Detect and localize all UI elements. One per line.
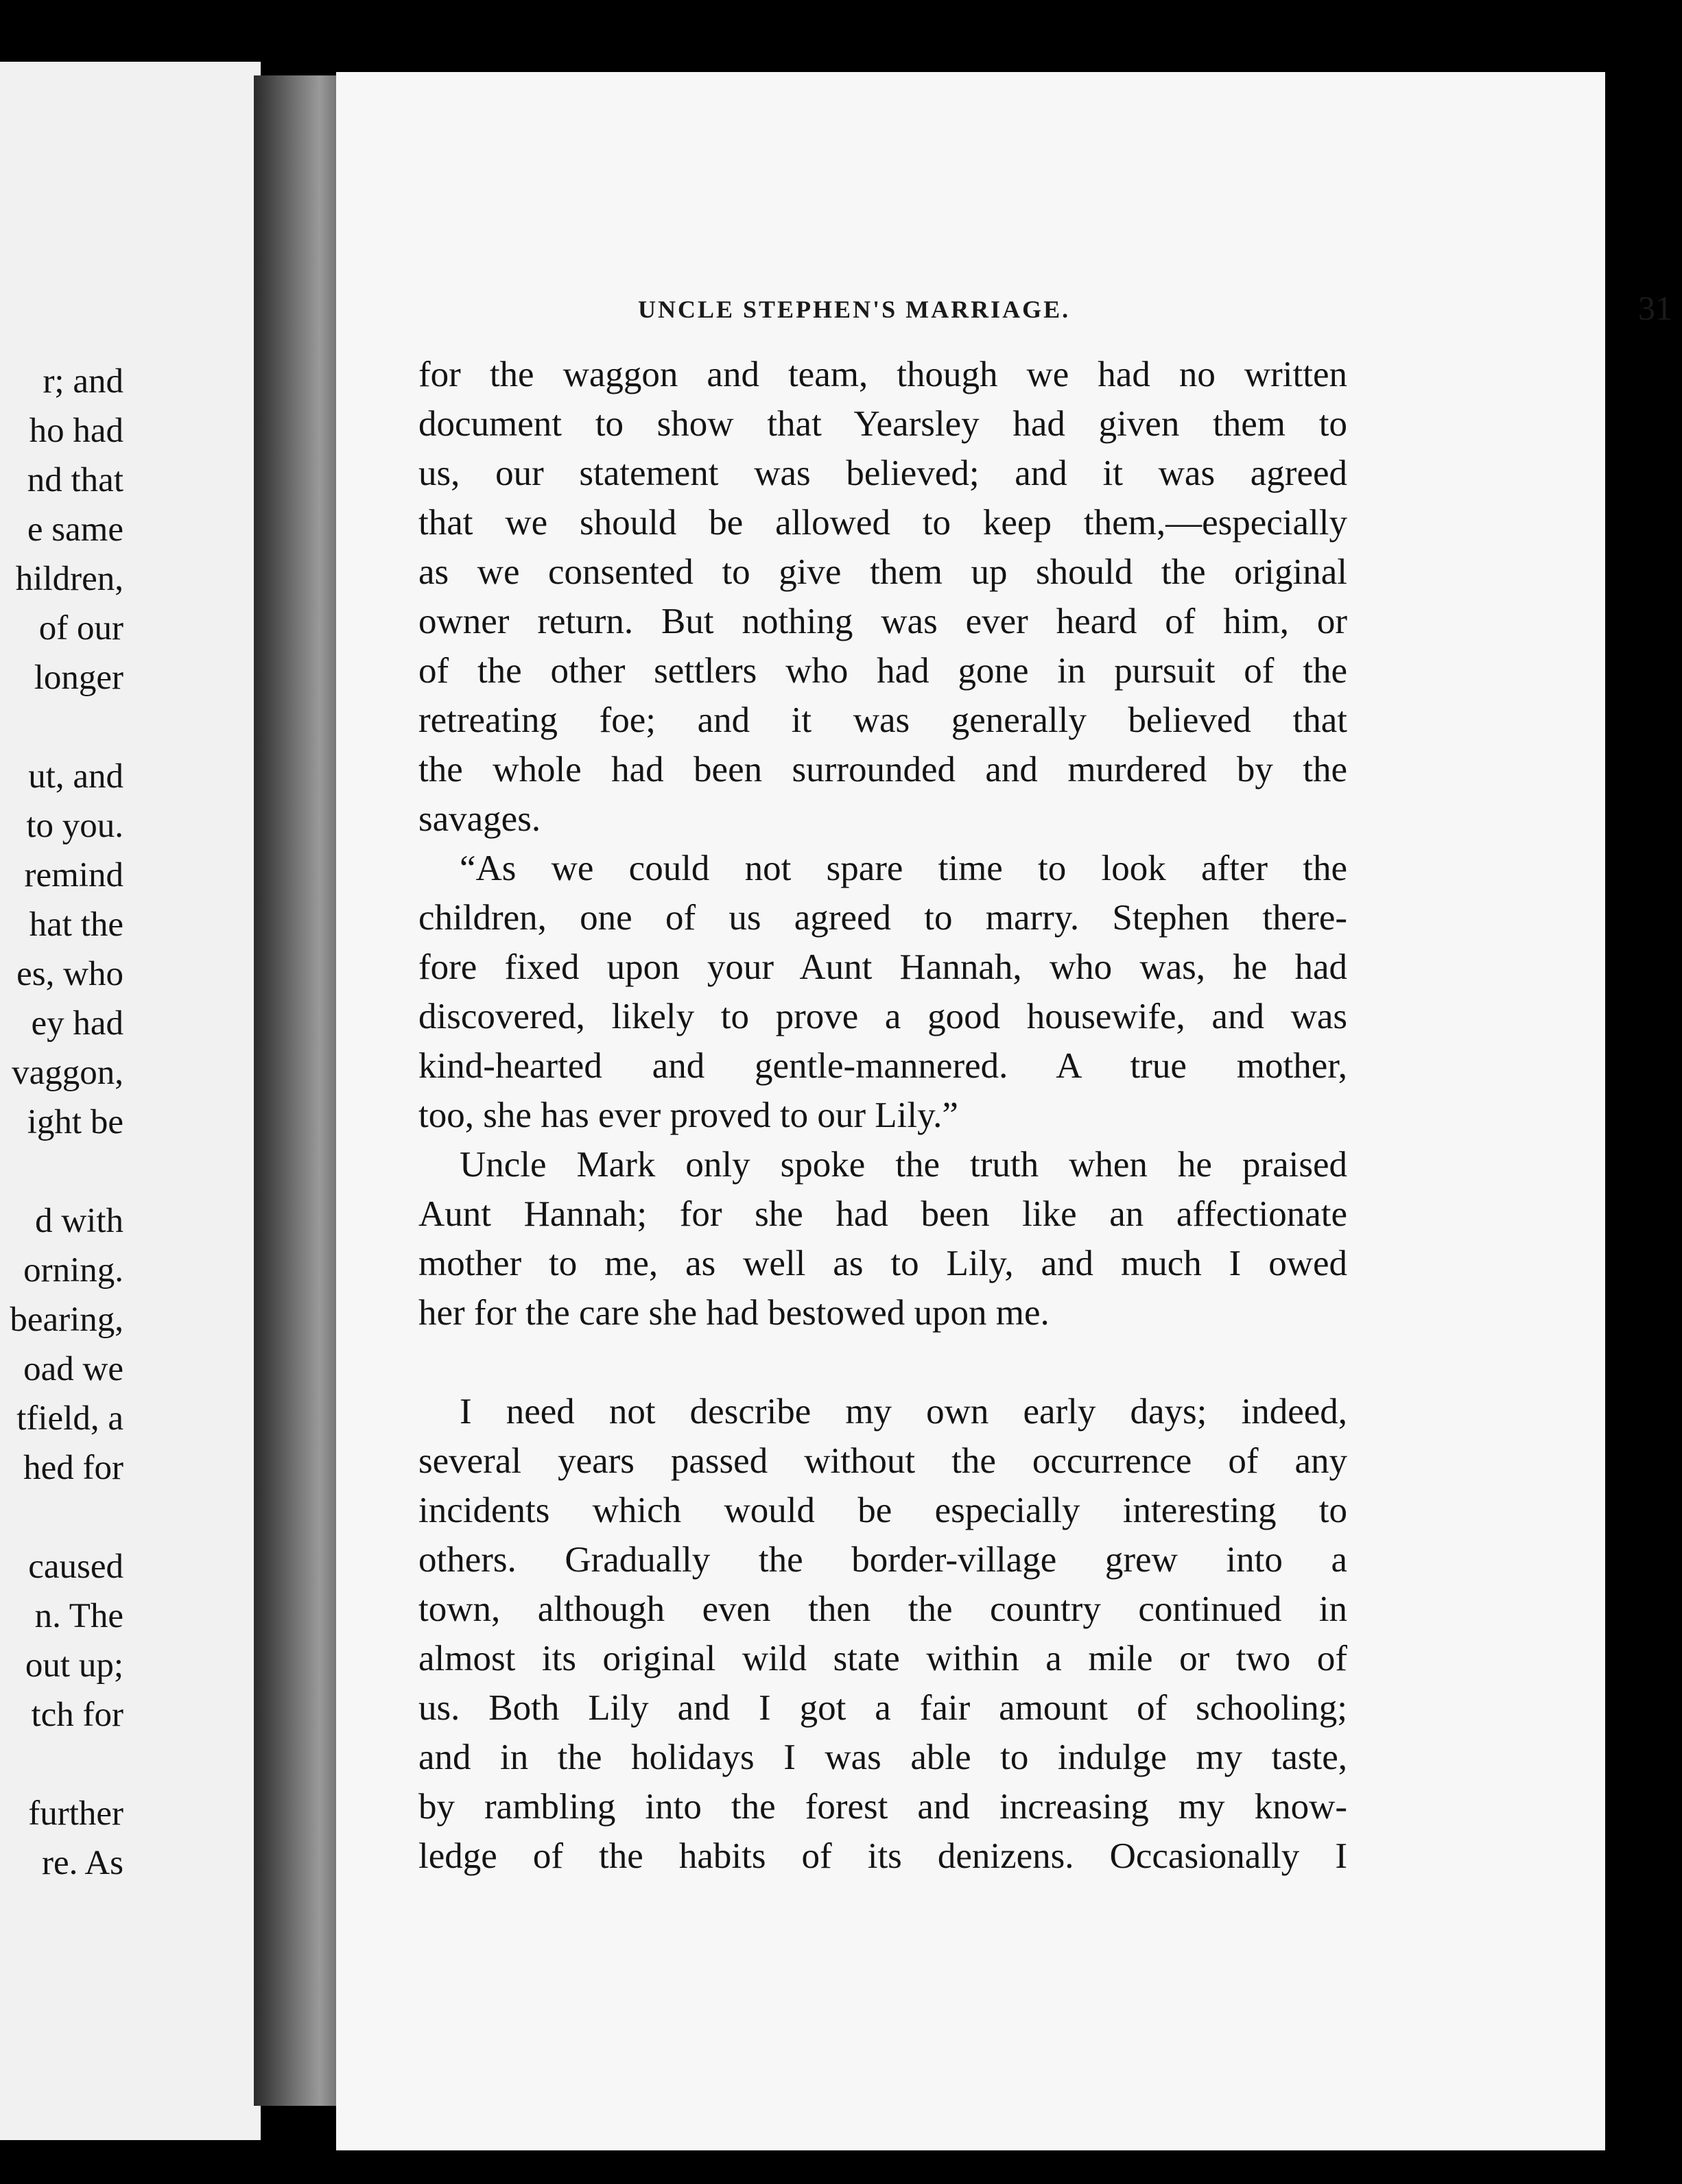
text-line: I need not describe my own early days; indeed, <box>460 1392 1347 1432</box>
previous-page-fragment: r; and <box>43 362 123 401</box>
running-title: UNCLE STEPHEN'S MARRIAGE. <box>638 296 1071 323</box>
previous-page-fragment: of our <box>38 609 123 648</box>
previous-page-text-fragments <box>0 357 123 1888</box>
text-line: almost its original wild state within a mile or two of <box>418 1639 1347 1678</box>
previous-page-fragment: orning. <box>23 1251 123 1290</box>
previous-page-fragment: re. As <box>42 1844 123 1882</box>
current-page <box>336 72 1672 2150</box>
previous-page-fragment: tch for <box>31 1696 123 1734</box>
previous-page-fragment: oad we <box>23 1350 123 1388</box>
text-line: and in the holidays I was able to indulge my taste, <box>418 1737 1347 1777</box>
text-line: that we should be allowed to keep them,—especially <box>418 503 1347 543</box>
text-line: the whole had been surrounded and murdered by the <box>418 750 1347 790</box>
text-line: Uncle Mark only spoke the truth when he praised <box>460 1145 1347 1185</box>
previous-page-fragment: tfield, a <box>16 1399 123 1438</box>
previous-page-fragment: es, who <box>16 955 123 993</box>
previous-page-fragment: hildren, <box>15 560 123 598</box>
previous-page-fragment: ut, and <box>28 757 123 796</box>
text-line: us, our statement was believed; and it was agreed <box>418 453 1347 493</box>
paragraph-2 <box>418 844 1347 1140</box>
text-line: discovered, likely to prove a good housewife, and was <box>418 997 1347 1036</box>
previous-page <box>0 62 261 2140</box>
text-line: fore fixed upon your Aunt Hannah, who was, he had <box>418 947 1347 987</box>
previous-page-fragment: ho had <box>29 412 123 450</box>
text-line: several years passed without the occurrence of any <box>418 1441 1347 1481</box>
text-line: for the waggon and team, though we had no written <box>418 355 1347 394</box>
text-line: mother to me, as well as to Lily, and much I owed <box>418 1244 1347 1283</box>
text-line: owner return. But nothing was ever heard of him, or <box>418 602 1347 641</box>
previous-page-fragment: nd that <box>27 461 123 499</box>
text-line: incidents which would be especially interesting to <box>418 1491 1347 1530</box>
previous-page-fragment: caused <box>28 1547 123 1586</box>
previous-page-fragment: vaggon, <box>12 1054 123 1092</box>
text-line: others. Gradually the border-village grew into a <box>418 1540 1347 1580</box>
text-line: retreating foe; and it was generally believed that <box>418 700 1347 740</box>
text-line: us. Both Lily and I got a fair amount of schooling; <box>418 1688 1347 1728</box>
text-line: kind-hearted and gentle-mannered. A true mother, <box>418 1046 1347 1086</box>
previous-page-fragment: ight be <box>27 1103 123 1141</box>
previous-page-fragment: hat the <box>29 905 123 944</box>
fragment-gap <box>0 702 123 752</box>
previous-page-fragment: further <box>28 1794 123 1833</box>
previous-page-fragment: d with <box>35 1202 123 1240</box>
previous-page-fragment: out up; <box>25 1646 123 1685</box>
fragment-gap <box>0 1493 123 1542</box>
page-header <box>638 288 1682 336</box>
section-break <box>418 1338 1347 1387</box>
text-line: children, one of us agreed to marry. Stephen there- <box>418 898 1347 938</box>
text-line: by rambling into the forest and increasing my know- <box>418 1787 1347 1827</box>
text-line: her for the care she had bestowed upon me. <box>418 1293 1050 1333</box>
text-line: town, although even then the country continued in <box>418 1589 1347 1629</box>
previous-page-fragment: remind <box>24 856 123 894</box>
previous-page-fragment: e same <box>27 510 123 549</box>
text-line: ledge of the habits of its denizens. Occasionally I <box>418 1836 1347 1876</box>
text-line: of the other settlers who had gone in pursuit of the <box>418 651 1347 691</box>
previous-page-fragment: bearing, <box>10 1301 123 1339</box>
paragraph-1 <box>418 350 1347 844</box>
previous-page-fragment: hed for <box>23 1449 123 1487</box>
paragraph-4 <box>418 1387 1347 1881</box>
text-line: Aunt Hannah; for she had been like an affectionate <box>418 1194 1347 1234</box>
text-line: “As we could not spare time to look after the <box>460 848 1347 888</box>
fragment-gap <box>0 1740 123 1789</box>
paragraph-3 <box>418 1140 1347 1338</box>
previous-page-fragment: to you. <box>26 807 123 845</box>
previous-page-fragment: ey had <box>31 1004 123 1043</box>
text-line: too, she has ever proved to our Lily.” <box>418 1095 958 1135</box>
page-number: 31 <box>1638 289 1672 327</box>
previous-page-fragment: n. The <box>34 1597 123 1635</box>
text-line: as we consented to give them up should the original <box>418 552 1347 592</box>
text-line: savages. <box>418 799 541 839</box>
fragment-gap <box>0 1147 123 1196</box>
previous-page-fragment: longer <box>34 658 123 697</box>
page-body <box>418 350 1347 1881</box>
text-line: document to show that Yearsley had given them to <box>418 404 1347 444</box>
